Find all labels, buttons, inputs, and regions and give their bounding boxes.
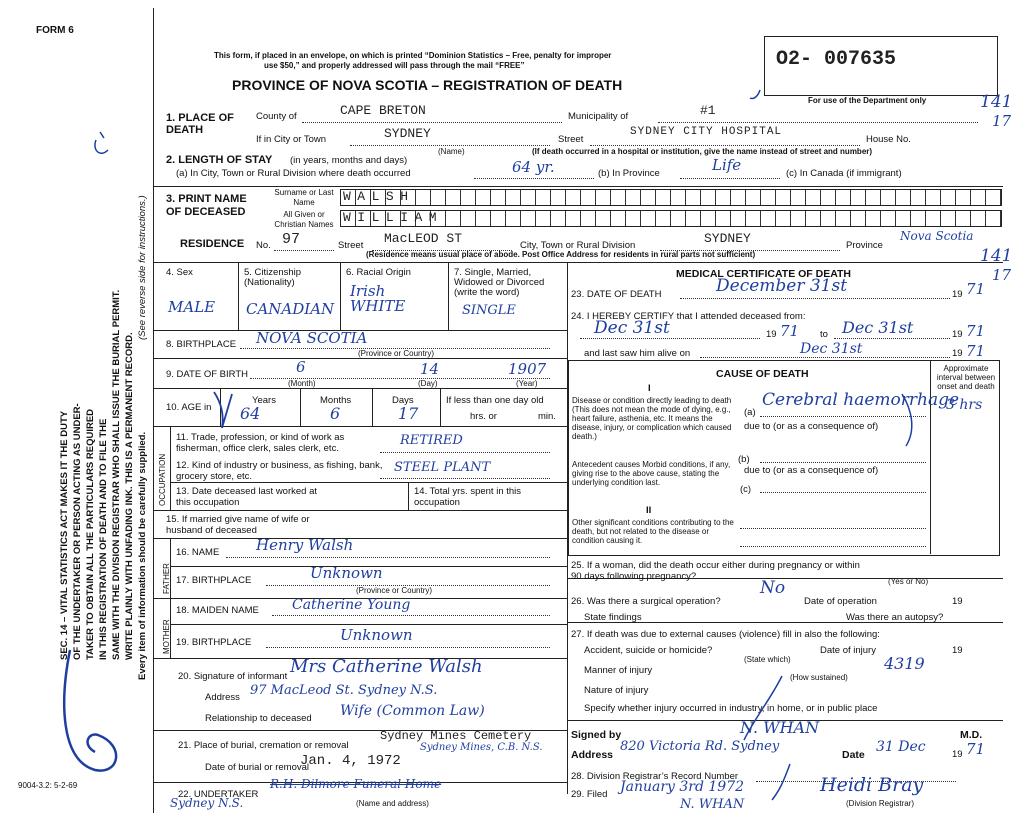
city-value: SYDNEY bbox=[384, 126, 431, 141]
informant-address-value: 97 MacLeod St. Sydney N.S. bbox=[250, 683, 438, 698]
informant-address-label: Address bbox=[205, 692, 240, 703]
due-to-label: due to (or as a consequence of) bbox=[744, 465, 879, 476]
length-sublabel: (in years, months and days) bbox=[290, 155, 408, 166]
occupation-side-label: OCCUPATION bbox=[158, 453, 167, 506]
industry-value: STEEL PLANT bbox=[394, 460, 491, 475]
page-title: PROVINCE OF NOVA SCOTIA – REGISTRATION OF DEATH bbox=[232, 77, 623, 93]
last-saw-value: Dec 31st bbox=[800, 341, 863, 357]
street-value: SYDNEY CITY HOSPITAL bbox=[630, 126, 783, 138]
burial-date-value: Jan. 4, 1972 bbox=[300, 753, 401, 769]
ink-stroke bbox=[750, 90, 760, 99]
attended-to-value: Dec 31st bbox=[842, 318, 914, 337]
name-sublabel: (Name) bbox=[438, 147, 465, 156]
mother-birthplace-value: Unknown bbox=[340, 626, 413, 644]
year-sublabel: (Year) bbox=[516, 379, 538, 388]
last-saw-label: and last saw him alive on bbox=[584, 348, 691, 359]
line-a-marker: (a) bbox=[744, 407, 756, 418]
mother-side-label: MOTHER bbox=[162, 619, 171, 654]
dob-year-value: 1907 bbox=[508, 360, 547, 378]
record-number-label: 28. Division Registrar’s Record Number bbox=[571, 771, 739, 782]
postage-line-2: use $50,” and properly addressed will pass through the mail “FREE” bbox=[264, 61, 525, 70]
residence-province-label: Province bbox=[846, 240, 883, 251]
birthplace-label: 8. BIRTHPLACE bbox=[166, 339, 237, 350]
industry-label: 12. Kind of industry or business, as fishing, bank, grocery store, etc. bbox=[176, 460, 383, 482]
dob-day-value: 14 bbox=[420, 360, 440, 378]
margin-scribble bbox=[64, 650, 116, 771]
ink-stroke bbox=[772, 764, 790, 800]
marital-status-value: SINGLE bbox=[462, 303, 516, 318]
accident-label: Accident, suicide or homicide? bbox=[584, 645, 713, 656]
cause-a-value: Cerebral haemorrhage bbox=[762, 390, 960, 410]
burial-place-handwritten: Sydney Mines, C.B. N.S. bbox=[420, 742, 543, 753]
municipality-label: Municipality of bbox=[568, 111, 629, 122]
interval-heading: Approximate interval between onset and death bbox=[936, 364, 996, 391]
manner-label: Manner of injury bbox=[584, 665, 653, 676]
age-checkmark bbox=[214, 392, 232, 428]
trade-value: RETIRED bbox=[400, 433, 463, 448]
margin-scribble bbox=[95, 132, 108, 153]
nature-label: Nature of injury bbox=[584, 685, 649, 696]
sex-value: MALE bbox=[168, 298, 216, 316]
month-sublabel: (Month) bbox=[288, 379, 316, 388]
province-country-sublabel: (Province or Country) bbox=[356, 586, 433, 595]
spouse-label: 15. If married give name of wife or husband of deceased bbox=[166, 514, 310, 536]
autopsy-label: Was there an autopsy? bbox=[846, 612, 944, 623]
father-name-label: 16. NAME bbox=[176, 547, 220, 558]
given-names-label: All Given or Christian Names bbox=[274, 210, 334, 229]
pregnancy-label: 25. If a woman, did the death occur either during pregnancy or within 90 days following pregnancy? bbox=[571, 560, 860, 582]
to-label: to bbox=[820, 329, 828, 340]
min-label: min. bbox=[538, 411, 556, 422]
trade-label: 11. Trade, profession, or kind of work as fisherman, office clerk, sales clerk, etc. bbox=[176, 432, 345, 454]
surname-label: Surname or Last Name bbox=[274, 188, 334, 207]
operation-date-label: Date of operation bbox=[804, 596, 877, 607]
residence-label: RESIDENCE bbox=[180, 238, 245, 250]
relationship-label: Relationship to deceased bbox=[205, 713, 312, 724]
residence-no-label: No. bbox=[256, 240, 271, 251]
house-number-label: House No. bbox=[866, 134, 911, 145]
sex-label: 4. Sex bbox=[166, 267, 193, 278]
death-date-value: December 31st bbox=[716, 276, 848, 296]
dob-month-value: 6 bbox=[296, 358, 306, 376]
marital-status-label: 7. Single, Married, Widowed or Divorced (write the word) bbox=[454, 267, 545, 298]
signed-by-value: N. WHAN bbox=[740, 718, 820, 737]
year-prefix: 19 bbox=[952, 749, 963, 760]
how-sustained-sublabel: (How sustained) bbox=[790, 673, 848, 682]
father-birthplace-value: Unknown bbox=[310, 564, 383, 582]
side-instruction: Every item of information should be carefully supplied. bbox=[137, 431, 148, 680]
residence-city-value: SYDNEY bbox=[704, 231, 751, 246]
sign-year-value: 71 bbox=[966, 740, 986, 758]
last-saw-year: 71 bbox=[966, 342, 986, 360]
citizenship-value: CANADIAN bbox=[246, 300, 335, 318]
year-prefix: 19 bbox=[952, 645, 963, 656]
residence-street-label: Street bbox=[338, 240, 364, 251]
injury-date-label: Date of injury bbox=[820, 645, 876, 656]
age-label: 10. AGE in bbox=[166, 402, 212, 413]
mother-maiden-value: Catherine Young bbox=[292, 597, 411, 613]
stay-province-value: Life bbox=[712, 156, 742, 174]
street-label: Street bbox=[558, 134, 584, 145]
certify-label: 24. I HEREBY CERTIFY that I attended deceased from: bbox=[571, 311, 806, 322]
months-label: Months bbox=[320, 395, 352, 406]
form-number: FORM 6 bbox=[36, 25, 74, 36]
filed-label: 29. Filed bbox=[571, 789, 608, 800]
filed-by-value: N. WHAN bbox=[680, 797, 745, 812]
informant-signature: Mrs Catherine Walsh bbox=[290, 656, 483, 677]
undertaker-city-value: Sydney N.S. bbox=[170, 796, 244, 810]
other-conditions-label: Other significant conditions contributing to the death, but not related to the disease or condition causing it. bbox=[572, 518, 734, 545]
side-instruction: (See reverse side for instructions.) bbox=[137, 195, 148, 340]
attended-from-value: Dec 31st bbox=[594, 318, 670, 338]
margin-note: 17 bbox=[992, 112, 1012, 130]
mother-birthplace-label: 19. BIRTHPLACE bbox=[176, 637, 252, 648]
side-instruction: OF THE UNDERTAKER OR PERSON ACTING AS UNDER- bbox=[72, 403, 83, 660]
filed-value: January 3rd 1972 bbox=[620, 779, 745, 795]
side-instruction: SEC. 14 – VITAL STATISTICS ACT MAKES IT THE DUTY bbox=[59, 410, 70, 660]
stay-canada-label: (c) In Canada (if immigrant) bbox=[786, 168, 902, 179]
residence-note: (Residence means usual place of abode. Post Office Address for residents in rural parts not sufficient) bbox=[366, 250, 756, 259]
name-address-sublabel: (Name and address) bbox=[356, 799, 429, 808]
ink-stroke bbox=[744, 676, 782, 740]
year-prefix: 19 bbox=[766, 329, 777, 340]
external-causes-label: 27. If death was due to external causes (violence) fill in also the following: bbox=[571, 629, 880, 640]
county-value: CAPE BRETON bbox=[340, 103, 426, 118]
roman-one: I bbox=[648, 383, 651, 394]
dob-label: 9. DATE OF BIRTH bbox=[166, 369, 248, 380]
findings-label: State findings bbox=[584, 612, 642, 623]
antecedent-label: Antecedent causes Morbid conditions, if any, giving rise to the above cause, stating the underlying condition last. bbox=[572, 460, 731, 487]
city-label: If in City or Town bbox=[256, 134, 327, 145]
father-name-value: Henry Walsh bbox=[256, 536, 354, 554]
father-side-label: FATHER bbox=[162, 563, 171, 594]
year-prefix: 19 bbox=[952, 348, 963, 359]
informant-label: 20. Signature of informant bbox=[178, 671, 288, 682]
death-year-value: 71 bbox=[966, 280, 986, 298]
surname-value: WALSH bbox=[343, 189, 415, 204]
given-names-value: WILLIAM bbox=[343, 210, 444, 225]
print-name-label: 3. PRINT NAME OF DECEASED bbox=[166, 193, 247, 218]
md-label: M.D. bbox=[960, 729, 983, 741]
last-worked-label: 13. Date deceased last worked at this occupation bbox=[176, 486, 318, 508]
hrs-label: hrs. or bbox=[470, 411, 497, 422]
print-code: 9004-3.2: 5-2-69 bbox=[18, 781, 78, 790]
surgery-label: 26. Was there a surgical operation? bbox=[571, 596, 721, 607]
line-b-marker: (b) bbox=[738, 454, 750, 465]
relationship-value: Wife (Common Law) bbox=[340, 703, 485, 719]
mother-maiden-label: 18. MAIDEN NAME bbox=[176, 605, 259, 616]
burial-place-value: Sydney Mines Cemetery bbox=[380, 729, 532, 743]
postage-line-1: This form, if placed in an envelope, on which is printed “Dominion Statistics – Free, penalty for improper bbox=[214, 51, 612, 60]
pregnancy-value: No bbox=[760, 578, 786, 598]
stay-city-value: 64 yr. bbox=[512, 158, 555, 176]
county-label: County of bbox=[256, 111, 297, 122]
birthplace-value: NOVA SCOTIA bbox=[256, 329, 368, 347]
municipality-value: #1 bbox=[700, 103, 716, 118]
specify-label: Specify whether injury occurred in industry, in home, or in public place bbox=[584, 703, 878, 714]
due-to-label: due to (or as a consequence of) bbox=[744, 421, 879, 432]
age-years-value: 64 bbox=[240, 404, 261, 423]
year-prefix: 19 bbox=[952, 329, 963, 340]
side-instruction: SAME WITH THE DIVISION REGISTRAR WHO SHALL ISSUE THE BURIAL PERMIT. bbox=[111, 289, 122, 660]
undertaker-value: R.H. Dilmore Funeral Home bbox=[270, 777, 442, 791]
year-prefix: 19 bbox=[952, 596, 963, 607]
side-instruction: IN THIS REGISTRATION OF DEATH AND TO FILE THE bbox=[98, 418, 109, 660]
medical-certificate-heading: MEDICAL CERTIFICATE OF DEATH bbox=[676, 268, 851, 280]
residence-city-label: City, Town or Rural Division bbox=[520, 240, 636, 251]
length-of-stay-label: 2. LENGTH OF STAY bbox=[166, 154, 273, 166]
registration-number: O2- 007635 bbox=[776, 48, 897, 71]
department-use-label: For use of the Department only bbox=[808, 96, 927, 105]
burial-date-label: Date of burial or removal bbox=[205, 762, 310, 773]
division-registrar-sublabel: (Division Registrar) bbox=[846, 799, 915, 808]
doctor-address-label: Address bbox=[571, 749, 614, 761]
residence-street-value: MacLEOD ST bbox=[384, 231, 463, 246]
injury-number-value: 4319 bbox=[884, 654, 925, 673]
yes-no-sublabel: (Yes or No) bbox=[888, 577, 929, 586]
attended-from-year: 71 bbox=[780, 322, 800, 340]
side-instruction: TAKER TO OBTAIN ALL THE PARTICULARS REQUIRED bbox=[85, 408, 96, 660]
citizenship-label: 5. Citizenship (Nationality) bbox=[244, 267, 302, 288]
stay-city-label: (a) In City, Town or Rural Division where death occurred bbox=[176, 168, 411, 179]
age-days-value: 17 bbox=[398, 404, 419, 423]
margin-note: 141 bbox=[980, 92, 1013, 112]
margin-note: 141 bbox=[980, 246, 1013, 266]
year-prefix: 19 bbox=[952, 289, 963, 300]
sign-date-value: 31 Dec bbox=[876, 739, 926, 755]
signed-by-label: Signed by bbox=[571, 729, 622, 741]
father-birthplace-label: 17. BIRTHPLACE bbox=[176, 575, 252, 586]
roman-two: II bbox=[646, 505, 652, 516]
age-months-value: 6 bbox=[330, 404, 341, 423]
place-of-death-label: 1. PLACE OF DEATH bbox=[166, 112, 234, 136]
doctor-address-value: 820 Victoria Rd. Sydney bbox=[620, 739, 780, 754]
undertaker-label: 22. UNDERTAKER bbox=[178, 789, 259, 800]
burial-place-label: 21. Place of burial, cremation or removal bbox=[178, 740, 349, 751]
margin-note: 17 bbox=[992, 266, 1012, 284]
ink-stroke bbox=[902, 394, 912, 446]
line-c-marker: (c) bbox=[740, 484, 752, 495]
less-than-day-label: If less than one day old bbox=[446, 395, 544, 406]
registrar-signature: Heidi Bray bbox=[820, 774, 924, 796]
hospital-note: (If death occurred in a hospital or institution, give the name instead of street and number) bbox=[532, 147, 873, 156]
disease-label: Disease or condition directly leading to death (This does not mean the mode of dying, e.g., heart failure, asthenia, etc. It means the disease, injury, or complication which caused death.) bbox=[572, 396, 732, 441]
stay-province-label: (b) In Province bbox=[598, 168, 660, 179]
death-date-label: 23. DATE OF DEATH bbox=[571, 289, 662, 300]
attended-to-year: 71 bbox=[966, 322, 986, 340]
residence-province-value: Nova Scotia bbox=[900, 229, 974, 243]
racial-origin-label: 6. Racial Origin bbox=[346, 267, 411, 278]
years-label: Years bbox=[252, 395, 276, 406]
cause-of-death-heading: CAUSE OF DEATH bbox=[716, 368, 809, 380]
side-instruction: WRITE PLAINLY WITH UNFADING INK. THIS IS A PERMANENT RECORD. bbox=[124, 332, 135, 660]
province-country-sublabel: (Province or Country) bbox=[358, 349, 435, 358]
residence-no-value: 97 bbox=[282, 231, 301, 248]
total-years-label: 14. Total yrs. spent in this occupation bbox=[414, 486, 522, 508]
state-which-sublabel: (State which) bbox=[744, 655, 791, 664]
sign-date-label: Date bbox=[842, 749, 865, 761]
interval-a-value: 3 hrs bbox=[946, 397, 983, 413]
racial-origin-value: Irish WHITE bbox=[350, 282, 406, 315]
day-sublabel: (Day) bbox=[418, 379, 438, 388]
days-label: Days bbox=[392, 395, 414, 406]
